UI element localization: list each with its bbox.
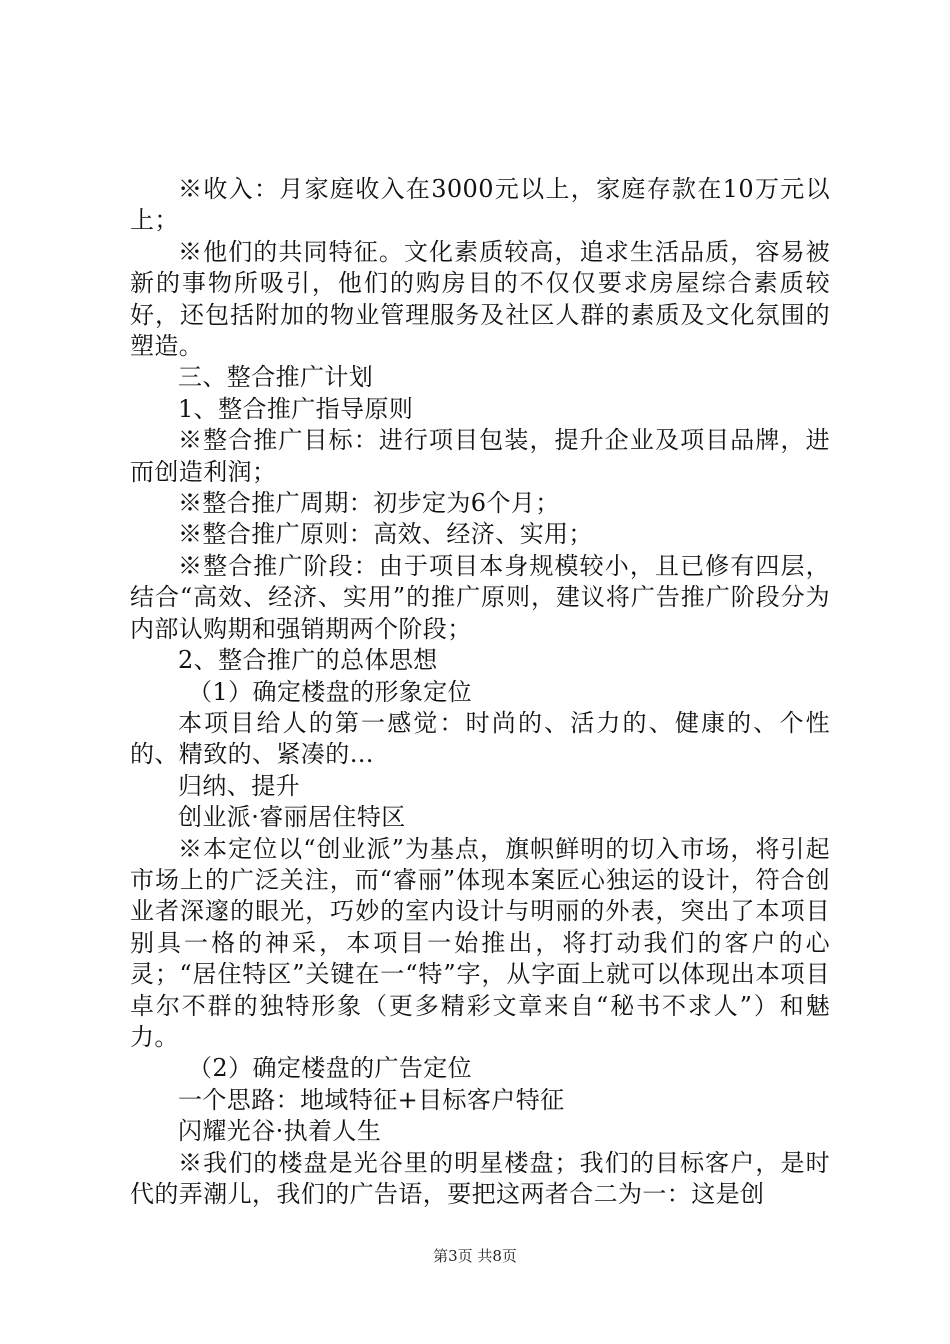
subsection-heading-guiding-principles: 1、整合推广指导原则 (178, 394, 414, 423)
paragraph-ad-explanation: ※我们的楼盘是光谷里的明星楼盘；我们的目标客户，是时代的弄潮儿，我们的广告语，要把这两者合二为一：这是创 (130, 1148, 830, 1208)
paragraph-promotion-goal: ※整合推广目标：进行项目包装，提升企业及项目品牌，进而创造利润； (130, 426, 830, 486)
section-heading-integrated-promotion: 三、整合推广计划 (178, 363, 374, 392)
paragraph-promotion-period: ※整合推广周期：初步定为6个月； (178, 489, 560, 518)
subsection-heading-overall-idea: 2、整合推广的总体思想 (178, 646, 438, 675)
subheading-ad-positioning: （2）确定楼盘的广告定位 (188, 1054, 473, 1083)
page-footer: 第3页 共8页 (433, 1247, 517, 1265)
paragraph-positioning-explanation: ※本定位以“创业派”为基点，旗帜鲜明的切入市场，将引起市场上的广泛关注，而“睿丽”体现本案匠心独运的设计，符合创业者深邃的眼光，巧妙的室内设计与明丽的外表，突出了本项目别具一格的神采，本项目一始推出，将打动我们的客户的心灵；“居住特区”关键在一“特”字，从字面上就可以体现出本项目卓尔不群的独特形象（更多精彩文章来自“秘书不求人”）和魅力。 (130, 834, 830, 1051)
paragraph-one-idea: 一个思路：地域特征+目标客户特征 (178, 1085, 565, 1114)
paragraph-income: ※收入：月家庭收入在3000元以上，家庭存款在10万元以上； (130, 175, 830, 235)
paragraph-promotion-principle: ※整合推广原则：高效、经济、实用； (178, 520, 593, 549)
paragraph-summary: 归纳、提升 (178, 771, 300, 800)
paragraph-positioning-slogan: 创业派·睿丽居住特区 (178, 803, 406, 832)
body-text (130, 174, 830, 1210)
paragraph-common-traits: ※他们的共同特征。文化素质较高，追求生活品质，容易被新的事物所吸引，他们的购房目的不仅仅要求房屋综合素质较好，还包括附加的物业管理服务及社区人群的素质及文化氛围的塑造。 (130, 237, 830, 361)
paragraph-promotion-stages: ※整合推广阶段：由于项目本身规模较小，且已修有四层，结合“高效、经济、实用”的推广原则，建议将广告推广阶段分为内部认购期和强销期两个阶段； (130, 551, 830, 643)
paragraph-first-impression: 本项目给人的第一感觉：时尚的、活力的、健康的、个性的、精致的、紧凑的… (130, 708, 830, 769)
subheading-image-positioning: （1）确定楼盘的形象定位 (188, 677, 473, 706)
paragraph-ad-slogan: 闪耀光谷·执着人生 (178, 1117, 382, 1146)
